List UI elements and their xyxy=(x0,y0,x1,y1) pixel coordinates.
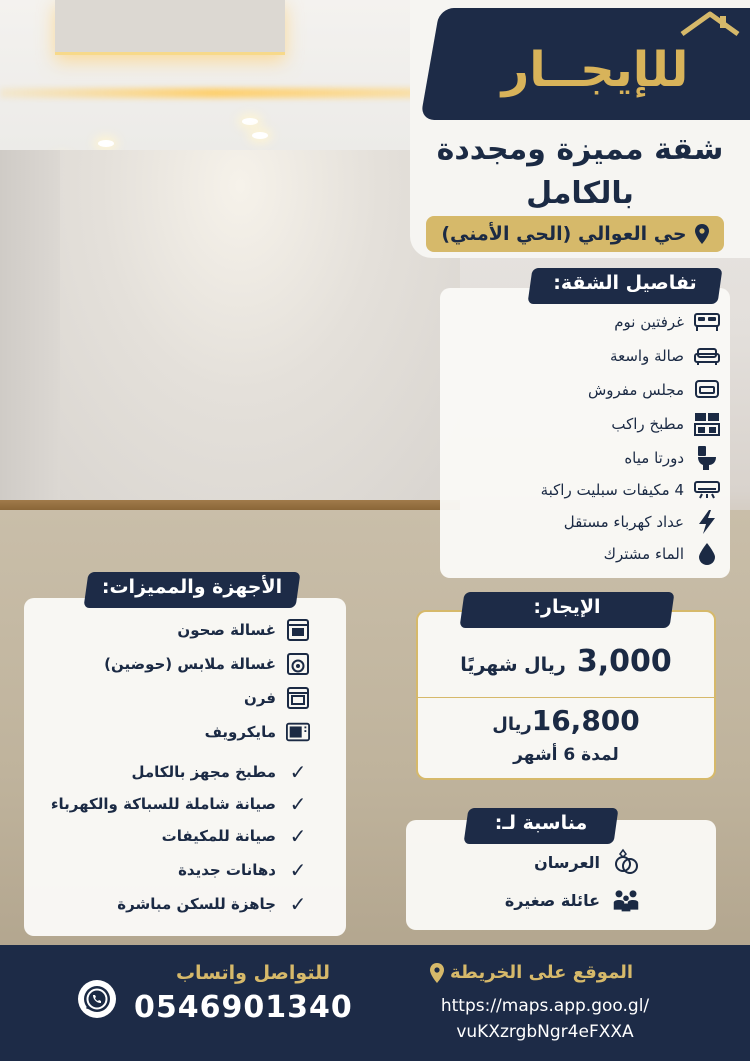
detail-item xyxy=(450,340,720,372)
detail-item xyxy=(450,506,720,538)
whatsapp-icon[interactable] xyxy=(78,980,116,1018)
baseboard xyxy=(0,488,460,510)
washing-machine-icon xyxy=(286,652,310,676)
microwave-icon xyxy=(286,720,310,744)
map-link[interactable] xyxy=(430,993,660,1045)
location-pill xyxy=(426,216,724,252)
family-icon xyxy=(612,886,640,914)
checkmark-icon: ✓ xyxy=(289,824,307,848)
feature-item xyxy=(40,820,310,852)
bed-icon xyxy=(694,309,720,335)
feature-label: مطبخ مجهز بالكامل xyxy=(131,763,276,781)
checkmark-icon: ✓ xyxy=(289,858,307,882)
map-label xyxy=(430,962,645,983)
appliance-item xyxy=(40,716,310,748)
detail-label: عداد كهرباء مستقل xyxy=(563,513,684,531)
detail-label: 4 مكيفات سبليت راكبة xyxy=(540,481,684,499)
location-text: حي العوالي (الحي الأمني) xyxy=(441,223,687,245)
appliance-label: مايكرويف xyxy=(204,723,276,741)
spotlight xyxy=(242,118,258,125)
appliance-item xyxy=(40,682,310,714)
feature-item xyxy=(40,854,310,886)
six-month-amount: 16,800 xyxy=(531,704,640,737)
sofa-icon xyxy=(694,343,720,369)
oven-icon xyxy=(286,686,310,710)
detail-label: صالة واسعة xyxy=(610,347,684,365)
headline-line-1: شقة مميزة ومجددة xyxy=(436,132,724,167)
detail-item xyxy=(450,374,720,406)
suitable-label: العرسان xyxy=(534,852,600,872)
kitchen-icon xyxy=(694,411,720,437)
spotlight xyxy=(98,140,114,147)
feature-label: صيانة شاملة للسباكة والكهرباء xyxy=(50,795,276,813)
feature-label: صيانة للمكيفات xyxy=(161,827,276,845)
suitable-label: عائلة صغيرة xyxy=(504,890,600,910)
six-month-unit: ريال xyxy=(492,714,532,735)
checkmark-icon: ✓ xyxy=(289,892,307,916)
detail-item xyxy=(450,538,720,570)
detail-item xyxy=(450,442,720,474)
map-url-line-2[interactable]: vuKXzrgbNgr4eFXXA xyxy=(456,1022,634,1042)
six-month-price xyxy=(420,706,712,770)
detail-label: غرفتين نوم xyxy=(614,313,684,331)
rings-icon xyxy=(612,848,640,876)
cove-light xyxy=(0,88,430,98)
map-label-text: الموقع على الخريطة xyxy=(450,962,634,983)
contact-label: للتواصل واتساب xyxy=(175,962,330,984)
toilet-icon xyxy=(694,445,720,471)
spotlight xyxy=(252,132,268,139)
page-title: للإيجــار xyxy=(501,42,689,98)
detail-item xyxy=(450,306,720,338)
features-heading: الأجهزة والمميزات: xyxy=(101,576,283,598)
checkmark-icon: ✓ xyxy=(289,792,307,816)
six-month-duration: لمدة 6 أشهر xyxy=(513,745,619,765)
feature-item xyxy=(40,756,310,788)
back-wall xyxy=(60,150,460,510)
air-conditioner-icon xyxy=(694,477,720,503)
feature-item xyxy=(40,888,310,920)
ceiling-recess xyxy=(55,0,285,55)
phone-number[interactable]: 0546901340 xyxy=(134,990,353,1025)
feature-item xyxy=(40,788,310,820)
detail-item xyxy=(450,474,720,506)
suitable-heading: مناسبة لـ: xyxy=(494,812,588,834)
map-url-line-1[interactable]: https://maps.app.goo.gl/ xyxy=(440,996,650,1016)
feature-label: دهانات جديدة xyxy=(178,861,276,879)
detail-label: الماء مشترك xyxy=(603,545,684,563)
rent-heading: الإيجار: xyxy=(533,596,601,618)
monthly-price xyxy=(420,644,712,679)
appliance-label: غسالة صحون xyxy=(177,621,276,639)
water-drop-icon xyxy=(694,541,720,567)
checkmark-icon: ✓ xyxy=(289,760,307,784)
appliance-item xyxy=(40,614,310,646)
detail-label: مطبخ راكب xyxy=(611,415,684,433)
suitable-item xyxy=(470,884,640,916)
detail-label: دورتا مياه xyxy=(624,449,684,467)
monthly-amount: 3,000 xyxy=(576,644,672,679)
rent-divider xyxy=(418,697,714,698)
details-heading: تفاصيل الشقة: xyxy=(553,272,697,294)
headline-line-2: بالكامل xyxy=(526,176,634,211)
appliance-label: فرن xyxy=(244,689,276,707)
feature-label: جاهزة للسكن مباشرة xyxy=(117,895,276,913)
left-wall xyxy=(0,150,60,510)
appliance-item xyxy=(40,648,310,680)
lightning-icon xyxy=(694,509,720,535)
dishwasher-icon xyxy=(286,618,310,642)
apartment-headline xyxy=(430,128,730,216)
suitable-item xyxy=(470,846,640,878)
detail-item xyxy=(450,408,720,440)
couch-icon xyxy=(694,377,720,403)
appliance-label: غسالة ملابس (حوضين) xyxy=(104,655,276,673)
location-pin-icon xyxy=(695,224,709,244)
location-pin-icon xyxy=(430,963,444,983)
detail-label: مجلس مفروش xyxy=(587,381,684,399)
monthly-unit: ريال شهريًا xyxy=(460,654,566,676)
